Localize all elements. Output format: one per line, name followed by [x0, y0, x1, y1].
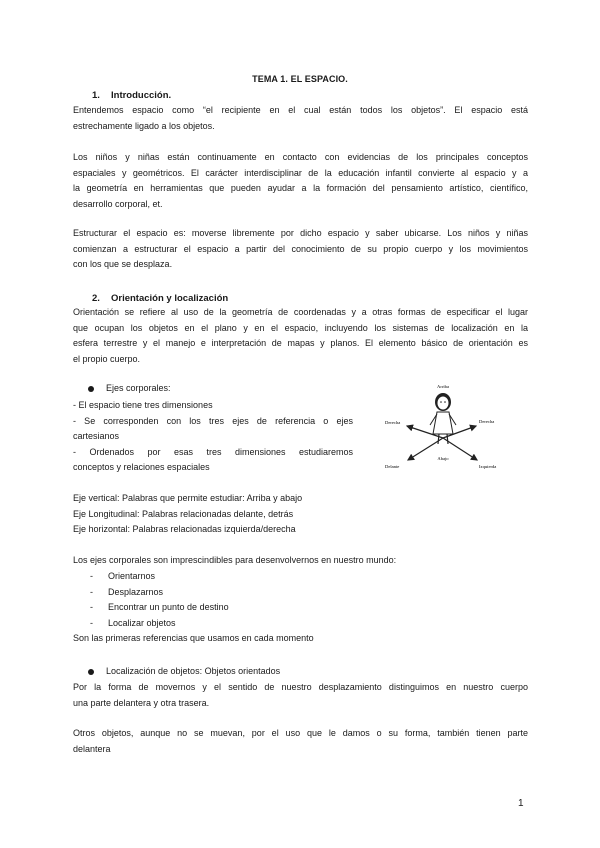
- list-item-text: Localizar objetos: [108, 617, 176, 628]
- child-figure-icon: [430, 393, 456, 444]
- list-item: [90, 585, 229, 601]
- text-line: desarrollo corporal, et.: [73, 198, 163, 209]
- text-line: con los que se desplaza.: [73, 259, 173, 269]
- text-line: Estructurar el espacio es: moverse libremente por dicho espacio y saber ubicarse. Los niños y niñas: [73, 228, 528, 238]
- section-1-title: Introducción.: [111, 90, 172, 101]
- imprescindibles-list: [90, 569, 229, 631]
- intro-paragraph-2: [73, 150, 528, 212]
- section-2-title: Orientación y localización: [111, 293, 229, 304]
- dash-marker: -: [90, 586, 93, 597]
- imprescindibles-outro: Son las primeras referencias que usamos en cada momento: [73, 633, 314, 643]
- intro-paragraph-1: [73, 103, 528, 134]
- text-line: la geometría en herramientas que pueden ayudar a la formación del pensamiento artístico, científico,: [73, 183, 528, 193]
- eje-horizontal-line: Eje horizontal: Palabras relacionadas izquierda/derecha: [73, 524, 296, 534]
- text-line: Los niños y niñas están continuamente en contacto con evidencias de los principales conceptos: [73, 152, 528, 162]
- section-2-heading: [92, 293, 228, 304]
- list-item-text: Encontrar un punto de destino: [108, 602, 229, 612]
- localizacion-heading: Localización de objetos: Objetos orientados: [106, 666, 281, 676]
- text-line: comienzan a estructurar el espacio a partir del conocimiento de su propio cuerpo y los movimientos: [73, 243, 528, 254]
- eje-longitudinal-line: Eje Longitudinal: Palabras relacionadas delante, detrás: [73, 508, 294, 519]
- list-item-text: Desplazarnos: [108, 586, 164, 597]
- label-abajo: Abajo: [437, 456, 449, 461]
- localizacion-paragraph-1: [73, 680, 528, 711]
- label-arriba: Arriba: [437, 384, 449, 389]
- ejes-heading: Ejes corporales:: [106, 383, 171, 393]
- label-derecha-right: Derecha: [479, 419, 495, 424]
- text-line: - Se corresponden con los tres ejes de referencia o ejes: [73, 415, 353, 426]
- list-item: [90, 600, 229, 616]
- localizacion-paragraph-2: [73, 726, 528, 757]
- label-delante: Delante: [385, 464, 400, 469]
- list-item-text: Orientarnos: [108, 571, 156, 581]
- bullet-icon: [88, 386, 94, 392]
- body-axes-figure: [364, 376, 526, 472]
- intro-paragraph-3: [73, 226, 528, 273]
- text-line: delantera: [73, 743, 111, 754]
- section-1-number: 1.: [92, 90, 100, 101]
- section-2-number: 2.: [92, 293, 100, 304]
- text-line: Otros objetos, aunque no se muevan, por el uso que le damos o su forma, también tienen parte: [73, 728, 528, 738]
- page-number: 1: [518, 798, 524, 809]
- list-item: [90, 569, 229, 585]
- ejes-definitions: [73, 491, 302, 538]
- dash-marker: -: [90, 571, 93, 581]
- bullet-icon: [88, 669, 94, 675]
- imprescindibles-intro: Los ejes corporales son imprescindibles para desenvolvernos en nuestro mundo:: [73, 555, 397, 565]
- text-line: que ocupan los objetos en el plano y en el espacio, incluyendo los sistemas de localización en la: [73, 322, 528, 333]
- label-izquierda: Izquierda: [479, 464, 497, 469]
- eje-vertical-line: Eje vertical: Palabras que permite estudiar: Arriba y abajo: [73, 493, 303, 503]
- text-line: el propio cuerpo.: [73, 353, 141, 364]
- ejes-bullet: [88, 383, 171, 393]
- text-line: estrechamente ligado a los objetos.: [73, 120, 215, 131]
- document-title: TEMA 1. EL ESPACIO.: [252, 74, 348, 84]
- localizacion-bullet: [88, 666, 280, 676]
- label-derecha-left: Derecha: [385, 420, 401, 425]
- text-line: esfera terrestre y el manejo e interpretación de mapas y planos. El elemento básico de orientación es: [73, 338, 528, 348]
- text-line: Entendemos espacio como “el recipiente en el cual están todos los objetos”. El espacio está: [73, 105, 528, 115]
- dash-marker: -: [90, 602, 93, 612]
- orientation-paragraph: [73, 305, 528, 367]
- dash-marker: -: [90, 617, 93, 628]
- text-line: - Ordenados por esas tres dimensiones estudiaremos: [73, 446, 353, 457]
- text-line: espaciales y geométricos. El carácter interdisciplinar de la educación infantil convierte al espacio y a: [73, 167, 528, 178]
- list-item: [90, 616, 229, 632]
- text-line: Orientación se refiere al uso de la geometría de coordenadas y a otras formas de especificar el lugar: [73, 307, 528, 317]
- section-1-heading: [92, 90, 171, 101]
- ejes-description: [73, 398, 353, 476]
- text-line: - El espacio tiene tres dimensiones: [73, 400, 213, 410]
- text-line: una parte delantera y otra trasera.: [73, 697, 210, 708]
- text-line: Por la forma de movernos y el sentido de nuestro desplazamiento distinguimos en nuestro cuerpo: [73, 682, 528, 692]
- text-line: conceptos y relaciones espaciales: [73, 462, 210, 472]
- text-line: cartesianos: [73, 431, 120, 441]
